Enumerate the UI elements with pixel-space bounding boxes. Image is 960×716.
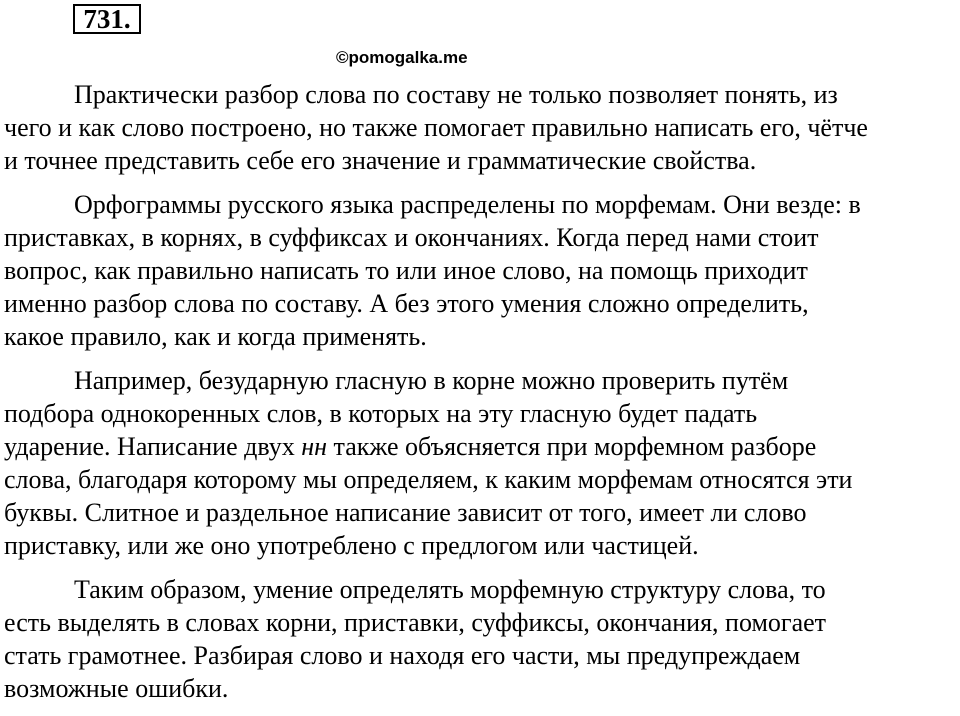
text-line: Орфограммы русского языка распределены по морфемам. Они везде: в bbox=[74, 190, 861, 219]
paragraph-1 bbox=[4, 78, 958, 177]
watermark: ©pomogalka.me bbox=[336, 48, 468, 67]
paragraph-3 bbox=[4, 364, 958, 562]
text-segment: ударение. Написание двух bbox=[4, 432, 302, 461]
text-line: приставках, в корнях, в суффиксах и окончаниях. Когда перед нами стоит bbox=[4, 223, 819, 252]
text-line: вопрос, как правильно написать то или иное слово, на помощь приходит bbox=[4, 256, 808, 285]
paragraph-4 bbox=[4, 573, 958, 705]
text-line: возможные ошибки. bbox=[4, 674, 229, 703]
text-line: приставку, или же оно употреблено с предлогом или частицей. bbox=[4, 531, 699, 560]
text-line: Практически разбор слова по составу не только позволяет понять, из bbox=[74, 80, 838, 109]
text-line: стать грамотнее. Разбирая слово и находя его части, мы предупреждаем bbox=[4, 641, 801, 670]
text-segment: также объясняется при морфемном разборе bbox=[327, 432, 817, 461]
text-line bbox=[4, 430, 958, 463]
text-line: подбора однокоренных слов, в которых на эту гласную будет падать bbox=[4, 399, 758, 428]
answer-text bbox=[4, 78, 958, 716]
text-line: буквы. Слитное и раздельное написание зависит от того, имеет ли слово bbox=[4, 498, 807, 527]
italic-letters: нн bbox=[301, 432, 328, 461]
text-line: есть выделять в словах корни, приставки, суффиксы, окончания, помогает bbox=[4, 608, 827, 637]
text-line: какое правило, как и когда применять. bbox=[4, 322, 427, 351]
text-line: и точнее представить себе его значение и грамматические свойства. bbox=[4, 146, 757, 175]
text-line: Например, безударную гласную в корне можно проверить путём bbox=[74, 366, 789, 395]
text-line: именно разбор слова по составу. А без этого умения сложно определить, bbox=[4, 289, 809, 318]
exercise-number: 731. bbox=[73, 4, 141, 34]
text-line: Таким образом, умение определять морфемную структуру слова, то bbox=[74, 575, 826, 604]
text-line: чего и как слово построено, но также помогает правильно написать его, чётче bbox=[4, 113, 868, 142]
text-line: слова, благодаря которому мы определяем, к каким морфемам относятся эти bbox=[4, 465, 853, 494]
paragraph-2 bbox=[4, 188, 958, 353]
